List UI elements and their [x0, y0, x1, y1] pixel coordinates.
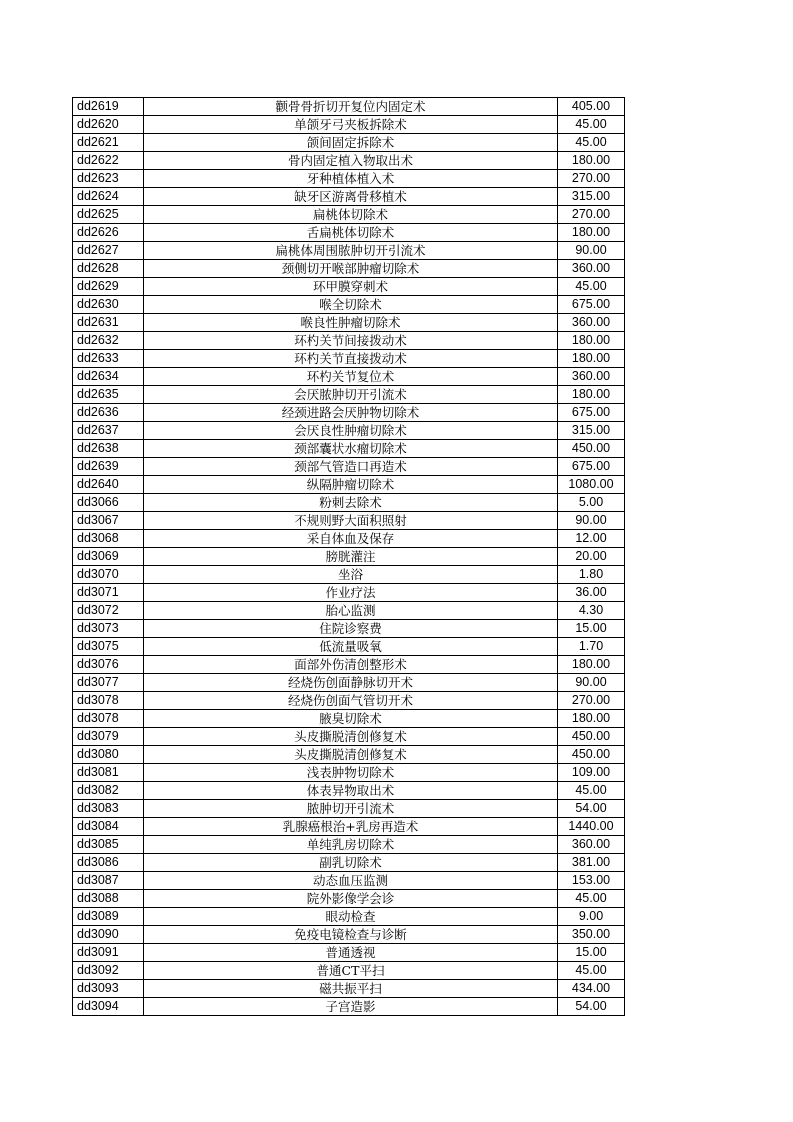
- table-row: [73, 566, 625, 584]
- table-row: [73, 296, 625, 314]
- table-row: [73, 350, 625, 368]
- item-price-cell: 1.80: [558, 566, 625, 584]
- item-name-cell: 胎心监测: [144, 602, 558, 620]
- item-code-cell: dd3080: [73, 746, 144, 764]
- item-name-cell: 颈部气管造口再造术: [144, 458, 558, 476]
- item-price-cell: 90.00: [558, 674, 625, 692]
- item-name-cell: 乳腺癌根治+乳房再造术: [144, 818, 558, 836]
- item-code-cell: dd2633: [73, 350, 144, 368]
- item-price-cell: 270.00: [558, 692, 625, 710]
- item-code-cell: dd2639: [73, 458, 144, 476]
- table-row: [73, 764, 625, 782]
- table-row: [73, 422, 625, 440]
- item-price-cell: 36.00: [558, 584, 625, 602]
- item-name-cell: 喉良性肿瘤切除术: [144, 314, 558, 332]
- item-name-cell: 不规则野大面积照射: [144, 512, 558, 530]
- item-code-cell: dd3078: [73, 692, 144, 710]
- table-row: [73, 962, 625, 980]
- item-price-cell: 675.00: [558, 296, 625, 314]
- item-price-cell: 675.00: [558, 404, 625, 422]
- item-name-cell: 单纯乳房切除术: [144, 836, 558, 854]
- item-price-cell: 1.70: [558, 638, 625, 656]
- table-row: [73, 908, 625, 926]
- item-name-cell: 面部外伤清创整形术: [144, 656, 558, 674]
- table-body: [73, 98, 625, 1016]
- table-row: [73, 440, 625, 458]
- item-price-cell: 315.00: [558, 422, 625, 440]
- item-name-cell: 颈侧切开喉部肿瘤切除术: [144, 260, 558, 278]
- table-row: [73, 728, 625, 746]
- table-row: [73, 332, 625, 350]
- table-row: [73, 944, 625, 962]
- item-code-cell: dd3067: [73, 512, 144, 530]
- item-name-cell: 颌间固定拆除术: [144, 134, 558, 152]
- item-code-cell: dd3079: [73, 728, 144, 746]
- item-price-cell: 45.00: [558, 782, 625, 800]
- item-name-cell: 颧骨骨折切开复位内固定术: [144, 98, 558, 116]
- table-row: [73, 548, 625, 566]
- item-price-cell: 180.00: [558, 710, 625, 728]
- item-name-cell: 粉刺去除术: [144, 494, 558, 512]
- item-code-cell: dd3077: [73, 674, 144, 692]
- item-name-cell: 环杓关节复位术: [144, 368, 558, 386]
- table-row: [73, 98, 625, 116]
- item-name-cell: 纵隔肿瘤切除术: [144, 476, 558, 494]
- item-code-cell: dd3088: [73, 890, 144, 908]
- item-price-cell: 180.00: [558, 350, 625, 368]
- item-price-cell: 270.00: [558, 206, 625, 224]
- item-code-cell: dd3083: [73, 800, 144, 818]
- item-price-cell: 90.00: [558, 512, 625, 530]
- item-code-cell: dd3082: [73, 782, 144, 800]
- item-price-cell: 153.00: [558, 872, 625, 890]
- table-row: [73, 854, 625, 872]
- item-price-cell: 360.00: [558, 836, 625, 854]
- item-price-cell: 315.00: [558, 188, 625, 206]
- table-row: [73, 872, 625, 890]
- table-row: [73, 314, 625, 332]
- item-name-cell: 喉全切除术: [144, 296, 558, 314]
- table-row: [73, 458, 625, 476]
- item-code-cell: dd3073: [73, 620, 144, 638]
- table-row: [73, 656, 625, 674]
- item-price-cell: 9.00: [558, 908, 625, 926]
- table-row: [73, 386, 625, 404]
- item-name-cell: 作业疗法: [144, 584, 558, 602]
- item-name-cell: 子宫造影: [144, 998, 558, 1016]
- item-price-cell: 4.30: [558, 602, 625, 620]
- item-price-cell: 45.00: [558, 116, 625, 134]
- item-price-cell: 5.00: [558, 494, 625, 512]
- item-price-cell: 180.00: [558, 152, 625, 170]
- item-code-cell: dd3084: [73, 818, 144, 836]
- table-row: [73, 368, 625, 386]
- item-code-cell: dd3092: [73, 962, 144, 980]
- table-row: [73, 980, 625, 998]
- item-code-cell: dd3075: [73, 638, 144, 656]
- item-name-cell: 坐浴: [144, 566, 558, 584]
- table-row: [73, 620, 625, 638]
- item-code-cell: dd2636: [73, 404, 144, 422]
- table-row: [73, 836, 625, 854]
- item-code-cell: dd3070: [73, 566, 144, 584]
- item-name-cell: 眼动检查: [144, 908, 558, 926]
- item-name-cell: 缺牙区游离骨移植术: [144, 188, 558, 206]
- item-price-cell: 270.00: [558, 170, 625, 188]
- item-code-cell: dd2619: [73, 98, 144, 116]
- item-code-cell: dd3072: [73, 602, 144, 620]
- item-code-cell: dd2629: [73, 278, 144, 296]
- table-row: [73, 584, 625, 602]
- table-row: [73, 242, 625, 260]
- item-name-cell: 头皮撕脱清创修复术: [144, 728, 558, 746]
- item-code-cell: dd2635: [73, 386, 144, 404]
- table-row: [73, 926, 625, 944]
- item-price-cell: 45.00: [558, 962, 625, 980]
- item-name-cell: 经颈进路会厌肿物切除术: [144, 404, 558, 422]
- table-row: [73, 602, 625, 620]
- item-code-cell: dd2630: [73, 296, 144, 314]
- item-name-cell: 骨内固定植入物取出术: [144, 152, 558, 170]
- item-code-cell: dd3078: [73, 710, 144, 728]
- item-code-cell: dd2624: [73, 188, 144, 206]
- item-price-cell: 45.00: [558, 278, 625, 296]
- table-row: [73, 818, 625, 836]
- item-name-cell: 单颌牙弓夹板拆除术: [144, 116, 558, 134]
- item-code-cell: dd2640: [73, 476, 144, 494]
- item-price-cell: 109.00: [558, 764, 625, 782]
- item-name-cell: 会厌良性肿瘤切除术: [144, 422, 558, 440]
- item-name-cell: 免疫电镜检查与诊断: [144, 926, 558, 944]
- item-code-cell: dd2622: [73, 152, 144, 170]
- table-row: [73, 710, 625, 728]
- table-row: [73, 170, 625, 188]
- table-row: [73, 278, 625, 296]
- price-table: [72, 97, 625, 1016]
- item-price-cell: 381.00: [558, 854, 625, 872]
- table-row: [73, 260, 625, 278]
- item-name-cell: 采自体血及保存: [144, 530, 558, 548]
- item-code-cell: dd3071: [73, 584, 144, 602]
- table-row: [73, 404, 625, 422]
- item-name-cell: 低流量吸氧: [144, 638, 558, 656]
- item-price-cell: 45.00: [558, 890, 625, 908]
- table-row: [73, 800, 625, 818]
- item-name-cell: 环杓关节直接拨动术: [144, 350, 558, 368]
- item-price-cell: 450.00: [558, 440, 625, 458]
- item-code-cell: dd2620: [73, 116, 144, 134]
- item-price-cell: 54.00: [558, 998, 625, 1016]
- item-code-cell: dd3086: [73, 854, 144, 872]
- item-name-cell: 腋臭切除术: [144, 710, 558, 728]
- table-row: [73, 134, 625, 152]
- item-price-cell: 434.00: [558, 980, 625, 998]
- table-row: [73, 494, 625, 512]
- item-name-cell: 磁共振平扫: [144, 980, 558, 998]
- item-code-cell: dd2628: [73, 260, 144, 278]
- item-code-cell: dd3081: [73, 764, 144, 782]
- item-name-cell: 浅表肿物切除术: [144, 764, 558, 782]
- item-code-cell: dd2621: [73, 134, 144, 152]
- item-price-cell: 450.00: [558, 746, 625, 764]
- table-row: [73, 638, 625, 656]
- item-code-cell: dd2632: [73, 332, 144, 350]
- item-code-cell: dd3068: [73, 530, 144, 548]
- item-code-cell: dd3087: [73, 872, 144, 890]
- item-code-cell: dd2623: [73, 170, 144, 188]
- table-row: [73, 998, 625, 1016]
- item-price-cell: 90.00: [558, 242, 625, 260]
- item-name-cell: 扁桃体周围脓肿切开引流术: [144, 242, 558, 260]
- item-price-cell: 405.00: [558, 98, 625, 116]
- item-code-cell: dd2631: [73, 314, 144, 332]
- item-name-cell: 院外影像学会诊: [144, 890, 558, 908]
- table-row: [73, 152, 625, 170]
- item-code-cell: dd3091: [73, 944, 144, 962]
- table-row: [73, 746, 625, 764]
- item-price-cell: 54.00: [558, 800, 625, 818]
- item-name-cell: 普通CT平扫: [144, 962, 558, 980]
- item-name-cell: 牙种植体植入术: [144, 170, 558, 188]
- item-name-cell: 动态血压监测: [144, 872, 558, 890]
- item-price-cell: 180.00: [558, 386, 625, 404]
- item-name-cell: 住院诊察费: [144, 620, 558, 638]
- item-price-cell: 180.00: [558, 224, 625, 242]
- item-price-cell: 360.00: [558, 368, 625, 386]
- item-code-cell: dd3094: [73, 998, 144, 1016]
- table-row: [73, 224, 625, 242]
- item-code-cell: dd2627: [73, 242, 144, 260]
- item-name-cell: 环杓关节间接拨动术: [144, 332, 558, 350]
- table-row: [73, 188, 625, 206]
- item-name-cell: 经烧伤创面气管切开术: [144, 692, 558, 710]
- item-name-cell: 颈部囊状水瘤切除术: [144, 440, 558, 458]
- item-name-cell: 脓肿切开引流术: [144, 800, 558, 818]
- item-code-cell: dd3066: [73, 494, 144, 512]
- item-name-cell: 扁桃体切除术: [144, 206, 558, 224]
- table-row: [73, 476, 625, 494]
- item-code-cell: dd3089: [73, 908, 144, 926]
- table-row: [73, 206, 625, 224]
- table-row: [73, 116, 625, 134]
- item-name-cell: 舌扁桃体切除术: [144, 224, 558, 242]
- item-price-cell: 20.00: [558, 548, 625, 566]
- item-price-cell: 12.00: [558, 530, 625, 548]
- item-name-cell: 环甲膜穿刺术: [144, 278, 558, 296]
- item-price-cell: 1440.00: [558, 818, 625, 836]
- item-code-cell: dd2637: [73, 422, 144, 440]
- item-price-cell: 360.00: [558, 314, 625, 332]
- item-code-cell: dd3085: [73, 836, 144, 854]
- item-name-cell: 头皮撕脱清创修复术: [144, 746, 558, 764]
- table-row: [73, 890, 625, 908]
- item-name-cell: 经烧伤创面静脉切开术: [144, 674, 558, 692]
- item-name-cell: 副乳切除术: [144, 854, 558, 872]
- item-price-cell: 450.00: [558, 728, 625, 746]
- item-price-cell: 350.00: [558, 926, 625, 944]
- item-code-cell: dd3093: [73, 980, 144, 998]
- table-row: [73, 512, 625, 530]
- item-name-cell: 体表异物取出术: [144, 782, 558, 800]
- item-price-cell: 15.00: [558, 620, 625, 638]
- item-code-cell: dd3069: [73, 548, 144, 566]
- item-code-cell: dd2625: [73, 206, 144, 224]
- item-code-cell: dd3076: [73, 656, 144, 674]
- item-price-cell: 360.00: [558, 260, 625, 278]
- item-price-cell: 180.00: [558, 332, 625, 350]
- item-price-cell: 675.00: [558, 458, 625, 476]
- table-row: [73, 782, 625, 800]
- table-row: [73, 530, 625, 548]
- item-name-cell: 膀胱灌注: [144, 548, 558, 566]
- item-price-cell: 15.00: [558, 944, 625, 962]
- item-code-cell: dd2638: [73, 440, 144, 458]
- item-price-cell: 45.00: [558, 134, 625, 152]
- item-price-cell: 180.00: [558, 656, 625, 674]
- item-price-cell: 1080.00: [558, 476, 625, 494]
- item-name-cell: 会厌脓肿切开引流术: [144, 386, 558, 404]
- item-code-cell: dd2626: [73, 224, 144, 242]
- item-code-cell: dd3090: [73, 926, 144, 944]
- item-code-cell: dd2634: [73, 368, 144, 386]
- table-row: [73, 692, 625, 710]
- table-row: [73, 674, 625, 692]
- item-name-cell: 普通透视: [144, 944, 558, 962]
